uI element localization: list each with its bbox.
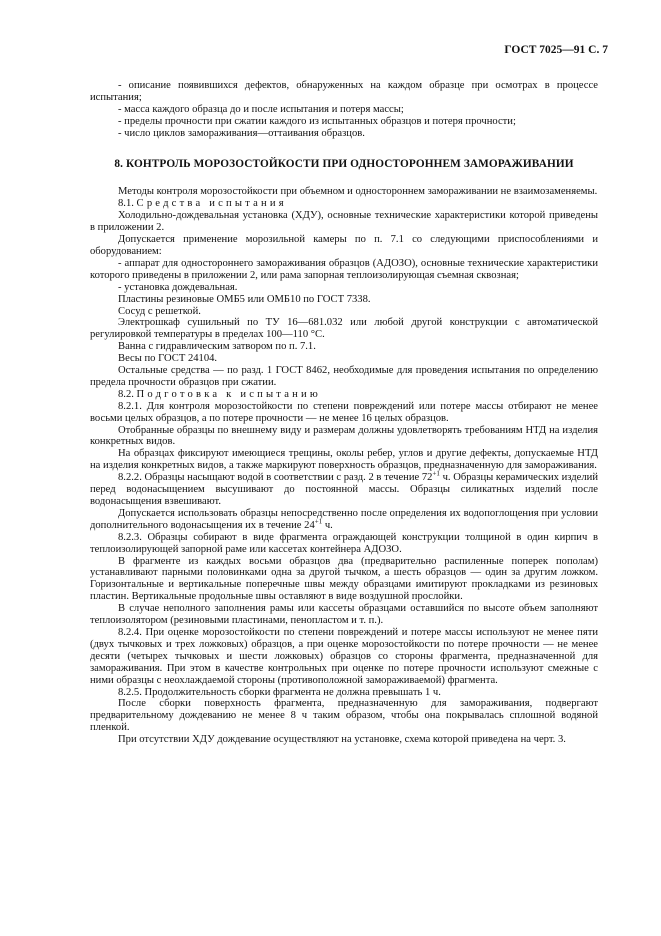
paragraph: В фрагменте из каждых восьми образцов два (предварительно распиленные поперек пополам) устанавливают парными половинками одна за другой тычком, а шесть образцов — один за другим ложком. Горизонтальные и вертикальные поперечные швы между образцами имитируют прокладками из резиновых пластин. Вертикальные продольные швы оставляют в виде воздушной прослойки. xyxy=(90,555,598,603)
subsection-heading xyxy=(90,198,598,210)
paragraph-text: 8.2.2. Образцы насыщают водой в соответствии с разд. 2 в течение 72 xyxy=(118,472,433,484)
paragraph: Пластины резиновые ОМБ5 или ОМБ10 по ГОСТ 7338. xyxy=(118,293,371,305)
paragraph: Весы по ГОСТ 24104. xyxy=(118,353,218,365)
paragraph-text: ч. Образцы керамических изделий перед водонасыщением высушивают до постоянной массы. Образцы силикатных изделий после водонасыщения взвешивают. xyxy=(90,472,598,507)
subsection-number: 8.1. xyxy=(118,198,134,210)
paragraph xyxy=(90,508,598,532)
paragraph: Электрошкаф сушильный по ТУ 16—681.032 или любой другой конструкции с автоматической регулировкой температуры в пределах 100—110 °С. xyxy=(90,317,598,341)
superscript: +1 xyxy=(314,517,323,526)
list-item: - пределы прочности при сжатии каждого из испытанных образцов и потеря прочности; xyxy=(118,115,516,127)
section-heading: 8. КОНТРОЛЬ МОРОЗОСТОЙКОСТИ ПРИ ОДНОСТОРОННЕМ ЗАМОРАЖИВАНИИ xyxy=(114,157,574,170)
paragraph: Остальные средства — по разд. 1 ГОСТ 8462, необходимые для проведения испытания по определению предела прочности образцов при сжатии. xyxy=(90,365,598,388)
paragraph: 8.2.3. Образцы собирают в виде фрагмента ограждающей конструкции толщиной в один кирпич в теплоизолирующей запорной раме или кассетах контейнера АДОЗО. xyxy=(90,531,598,555)
paragraph: Холодильно-дождевальная установка (ХДУ), основные технические характеристики которой приведены в приложении 2. xyxy=(90,210,598,234)
subsection-number: 8.2. xyxy=(118,388,134,400)
paragraph: Сосуд с решеткой. xyxy=(118,305,201,317)
paragraph: После сборки поверхность фрагмента, предназначенную для замораживания, подвергают предварительному дождеванию не менее 8 ч таким образом, чтобы она покрывалась сплошной водяной пленкой. xyxy=(90,698,598,734)
paragraph: Ванна с гидравлическим затвором по п. 7.1. xyxy=(118,341,316,353)
document-body xyxy=(90,80,598,746)
paragraph: Допускается применение морозильной камеры по п. 7.1 со следующими приспособлениями и оборудованием: xyxy=(90,234,598,257)
paragraph: При отсутствии ХДУ дождевание осуществляют на установке, схема которой приведена на черт. 3. xyxy=(118,734,566,746)
paragraph: На образцах фиксируют имеющиеся трещины, околы ребер, углов и другие дефекты, допускаемые НТД на изделия конкретных видов, а также маркируют поверхность образцов, предназначенную для замораживания. xyxy=(90,448,598,472)
paragraph: 8.2.1. Для контроля морозостойкости по степени повреждений или потере массы отбирают не менее восьми целых образцов, а по потере прочности — не менее 16 целых образцов. xyxy=(90,400,598,424)
paragraph: Отобранные образцы по внешнему виду и размерам должны удовлетворять требованиям НТД на изделия конкретных видов. xyxy=(90,424,598,448)
subsection-title: Подготовка к испытанию xyxy=(136,388,322,400)
paragraph: - установка дождевальная. xyxy=(118,281,238,293)
list-item: - число циклов замораживания—оттаивания образцов. xyxy=(118,127,365,139)
paragraph: 8.2.4. При оценке морозостойкости по степени повреждений и потере массы используют не менее пяти (двух тычковых и трех ложковых) образцов, а при оценке морозостойкости по потере прочности — не менее десяти (четырех тычковых и шести ложковых) образцов со стороны фрагмента, предназначенной для замораживания. При этом в качестве контрольных при оценке по потере прочности используют смежные с ними образцы с неохлаждаемой стороны (противоположной замораживаемой) фрагмента. xyxy=(90,626,598,686)
paragraph: 8.2.5. Продолжительность сборки фрагмента не должна превышать 1 ч. xyxy=(118,686,441,698)
list-item: - описание появившихся дефектов, обнаруженных на каждом образце при осмотрах в процессе испытания; xyxy=(90,80,598,103)
paragraph-text: Допускается использовать образцы непосредственно после определения их водопоглощения при условии дополнительного водонасыщения их в течение 24 xyxy=(90,507,598,531)
subsection-title: Средства испытания xyxy=(136,198,287,210)
page-header: ГОСТ 7025—91 С. 7 xyxy=(504,44,608,56)
paragraph: В случае неполного заполнения рамы или кассеты образцами оставшийся по высоте объем заполняют теплоизолятором (резиновыми пластинами, пенопластом и т. п.). xyxy=(90,603,598,627)
paragraph: - аппарат для одностороннего замораживания образцов (АДОЗО), основные технические характеристики которого приведены в приложении 2, или рама запорная теплоизолирующая съемная сквозная; xyxy=(90,257,598,281)
subsection-heading xyxy=(90,389,598,401)
paragraph xyxy=(90,469,598,508)
paragraph-text: ч. xyxy=(322,519,333,531)
paragraph: Методы контроля морозостойкости при объемном и одностороннем замораживании не взаимозаменяемы. xyxy=(118,186,598,198)
superscript: +1 xyxy=(432,469,440,478)
list-item: - масса каждого образца до и после испытания и потеря массы; xyxy=(118,103,404,115)
